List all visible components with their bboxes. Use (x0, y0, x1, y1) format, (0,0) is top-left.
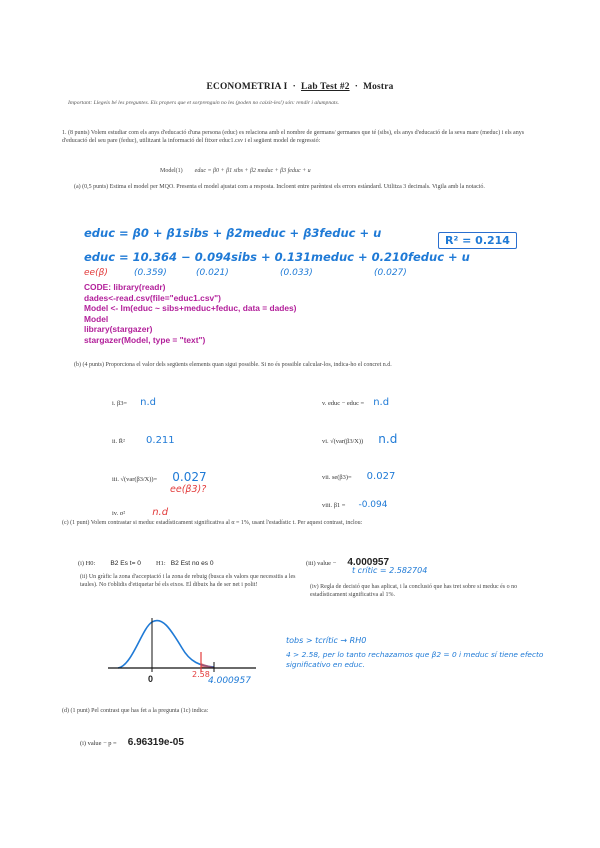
item-ii-answer: 0.211 (146, 435, 175, 446)
graph-zero-label: 0 (148, 674, 154, 684)
item-vi-label: vi. √(var(β3/X)) (322, 438, 364, 445)
model-label: Model(1) (160, 168, 183, 174)
rejection-region (201, 663, 214, 668)
item-iv-answer: n.d (152, 507, 169, 518)
q1-model (160, 168, 500, 176)
pvalue-value: 6.96319e-05 (127, 737, 184, 748)
item-i-answer: n.d (140, 397, 156, 408)
item-vi (322, 428, 397, 447)
item-v (322, 390, 389, 409)
handwritten-fitted-eq: educ = 10.364 − 0.094sibs + 0.131meduc + 0.210feduc + u (84, 250, 470, 264)
item-v-label: v. educ − educ = (322, 400, 365, 407)
q1-intro: 1. (8 punts) Volem estudiar com els anys d'educació d'una persona (educ) es relaciona amb el nombre de germans/ germanes que té (sibs), els anys d'educació de la seva mare (meduc) i els anys d'educació del seu pare (feduc), utilitzant la informació del fitxer educ1.csv i el següent model de regressió: (62, 130, 525, 144)
code-line: stargazer(Model, type = "text") (84, 334, 206, 345)
t-critical: t crític = 2.582704 (352, 566, 428, 575)
q1a-text: (a) (0,5 punts) Estima el model per MQO. Presenta el model ajustat com a resposta. Incloent entre parèntesi els errors estàndard. Utilitza 3 decimals. Vigila amb la notació. (74, 184, 485, 190)
code-block (84, 282, 404, 346)
code-line: Model (84, 313, 109, 324)
item-iii (112, 466, 207, 485)
standard-errors-row (84, 268, 424, 280)
se-b2: (0.033) (280, 268, 313, 278)
item-iii-note: ee(β3)? (170, 484, 207, 495)
item-iv-label: iv. σ² (112, 510, 126, 517)
code-line: dades<-read.csv(file="educ1.csv") (84, 292, 221, 303)
item-vii-answer: 0.027 (366, 471, 396, 482)
item-viii (322, 492, 387, 511)
q1b-text: (b) (4 punts) Proporciona el valor dels següents elements quan sigui possible. Si no és possible calcular-los, indica-ho el concret n.d. (74, 362, 392, 368)
se-b3: (0.027) (374, 268, 407, 278)
item-vii (322, 464, 395, 483)
q1c-ii-text: (ii) Un gràfic la zona d'acceptació i la zona de rebuig (busca els valors que necessitis a les taules). No t'oblidis d'etiquetar bé els eixos. El dibuix ha de ser net i polit! (80, 574, 296, 588)
se-label: ee(β) (84, 268, 108, 278)
h0-label: (i) H0: (78, 560, 96, 567)
item-viii-label: viii. β1 = (322, 502, 346, 509)
decision-conclusion: 4 > 2.58, per lo tanto rechazamos que β2 = 0 i meduc sí tiene efecto significativo en educ. (286, 650, 544, 669)
se-b0: (0.359) (134, 268, 167, 278)
model-equation: educ = β0 + β1 sibs + β2 meduc + β3 feduc + u (194, 168, 311, 174)
item-vii-label: vii. se(β3)= (322, 474, 352, 481)
page-title: ECONOMETRIA I · Lab Test #2 · Mostra (206, 82, 394, 92)
pvalue-label: (i) value − p = (80, 740, 117, 747)
item-iv (112, 500, 168, 519)
title-test: Lab Test #2 (301, 82, 350, 92)
item-i-label: i. β3= (112, 400, 128, 407)
code-line: library(stargazer) (84, 324, 153, 335)
tstat-value: 4.000957 (347, 557, 390, 568)
h0-value: B2 Es t= 0 (110, 560, 141, 567)
q1c-iv-text: (iv) Regla de decisió que has aplicat, i la conclusió que has tret sobre si meduc és o no estadísticament significativa al 1%. (310, 584, 518, 598)
item-iii-answer: 0.027 (172, 470, 207, 484)
title-course: ECONOMETRIA I (206, 82, 288, 92)
graph-crit-label: 2.58 (192, 670, 210, 679)
important-note: Important: Llegeix bé les preguntes. Els propers que et sorprenguin no les (poden no caixit-les!) són: rendir i alumpnats. (68, 100, 340, 106)
hypotheses (78, 550, 214, 569)
r-squared-box: R² = 0.214 (438, 232, 517, 249)
h1-label: H1: (156, 560, 166, 567)
se-b1: (0.021) (196, 268, 229, 278)
code-line: CODE: library(readr) (84, 282, 166, 292)
q1d-text: (d) (1 punt) Pel contrast que has fet a la pregunta (1c) indica: (62, 708, 209, 714)
item-ii (112, 428, 175, 447)
q1c-text: (c) (1 punt) Volem contrastar si meduc estadísticament significativa al α = 1%, usant l'estadístic t. Per aquest contrast, inclou: (62, 520, 363, 526)
item-vi-answer: n.d (378, 432, 398, 446)
code-line: Model <- lm(educ ~ sibs+meduc+feduc, data = dades) (84, 303, 297, 314)
handwritten-model-eq: educ = β0 + β1sibs + β2meduc + β3feduc + u (84, 226, 382, 240)
item-ii-label: ii. R̄² (112, 438, 125, 445)
density-curve (118, 620, 214, 668)
item-v-answer: n.d (373, 397, 390, 408)
tstat-label: (iii) value − (306, 560, 337, 567)
graph-tval-label: 4.000957 (208, 676, 251, 686)
rejection-graph-svg (96, 618, 266, 674)
item-i (112, 390, 156, 409)
item-iii-label: iii. √(var(β3/X))= (112, 476, 158, 483)
title-sample: Mostra (363, 82, 394, 92)
p-value (80, 730, 184, 749)
decision-rule: tobs > tcrític → RH0 (286, 636, 367, 645)
h1-value: B2 Est no es 0 (170, 560, 214, 567)
rejection-graph (96, 618, 266, 674)
item-viii-answer: -0.094 (358, 500, 388, 510)
